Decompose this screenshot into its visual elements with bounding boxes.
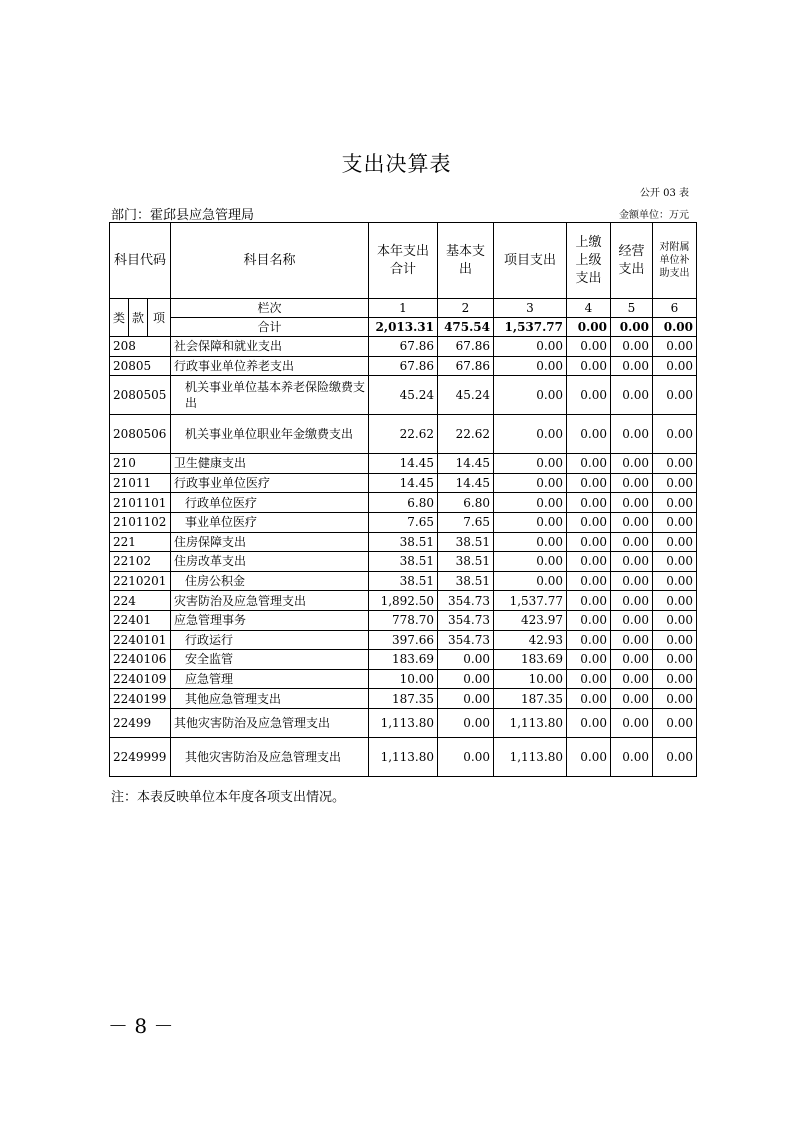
cell-total: 45.24: [369, 376, 438, 415]
cell-project: 0.00: [494, 532, 567, 552]
col-num-6: 6: [653, 299, 697, 318]
total-basic: 475.54: [438, 318, 494, 337]
subject-code: 22401: [110, 610, 171, 630]
cell-project: 183.69: [494, 650, 567, 670]
cell-basic: 14.45: [438, 473, 494, 493]
cell-project: 1,113.80: [494, 708, 567, 737]
cell-basic: 354.73: [438, 591, 494, 611]
header-xiang: 项: [148, 299, 171, 337]
table-row: [110, 591, 697, 611]
cell-basic: 67.86: [438, 337, 494, 357]
cell-basic: 6.80: [438, 493, 494, 513]
table-row: [110, 630, 697, 650]
cell-project: 42.93: [494, 630, 567, 650]
header-subsidy: 对附属单位补助支出: [653, 223, 697, 299]
cell-subsidy: 0.00: [653, 337, 697, 357]
cell-project: 1,113.80: [494, 737, 567, 776]
cell-subsidy: 0.00: [653, 415, 697, 454]
cell-basic: 354.73: [438, 610, 494, 630]
cell-business: 0.00: [611, 591, 653, 611]
cell-business: 0.00: [611, 473, 653, 493]
cell-business: 0.00: [611, 571, 653, 591]
cell-upper: 0.00: [567, 356, 611, 376]
cell-basic: 38.51: [438, 571, 494, 591]
cell-project: 0.00: [494, 473, 567, 493]
header-name: 科目名称: [171, 223, 369, 299]
subject-name: 卫生健康支出: [171, 454, 369, 474]
cell-upper: 0.00: [567, 650, 611, 670]
subject-code: 22499: [110, 708, 171, 737]
subject-code: 21011: [110, 473, 171, 493]
col-num-3: 3: [494, 299, 567, 318]
cell-upper: 0.00: [567, 708, 611, 737]
header-business: 经营支出: [611, 223, 653, 299]
subject-code: 224: [110, 591, 171, 611]
table-row: [110, 532, 697, 552]
cell-business: 0.00: [611, 669, 653, 689]
subject-name: 应急管理: [171, 669, 369, 689]
subject-name: 住房公积金: [171, 571, 369, 591]
table-row: [110, 512, 697, 532]
total-label: 合计: [171, 318, 369, 337]
table-row: [110, 571, 697, 591]
cell-basic: 354.73: [438, 630, 494, 650]
cell-total: 38.51: [369, 552, 438, 572]
cell-subsidy: 0.00: [653, 610, 697, 630]
cell-project: 0.00: [494, 356, 567, 376]
cell-total: 7.65: [369, 512, 438, 532]
header-basic: 基本支出: [438, 223, 494, 299]
cell-basic: 7.65: [438, 512, 494, 532]
subject-code: 22102: [110, 552, 171, 572]
cell-total: 22.62: [369, 415, 438, 454]
cell-business: 0.00: [611, 552, 653, 572]
cell-subsidy: 0.00: [653, 708, 697, 737]
table-row: [110, 650, 697, 670]
cell-subsidy: 0.00: [653, 571, 697, 591]
subject-name: 行政事业单位养老支出: [171, 356, 369, 376]
cell-basic: 45.24: [438, 376, 494, 415]
cell-project: 1,537.77: [494, 591, 567, 611]
total-row: [110, 318, 697, 337]
cell-business: 0.00: [611, 337, 653, 357]
header-lei: 类: [110, 299, 129, 337]
subject-name: 住房保障支出: [171, 532, 369, 552]
subject-code: 2240106: [110, 650, 171, 670]
header-lanci: 栏次: [171, 299, 369, 318]
cell-upper: 0.00: [567, 532, 611, 552]
subject-name: 行政运行: [171, 630, 369, 650]
table-row: [110, 337, 697, 357]
cell-upper: 0.00: [567, 337, 611, 357]
table-row: [110, 708, 697, 737]
subject-name: 行政事业单位医疗: [171, 473, 369, 493]
cell-business: 0.00: [611, 356, 653, 376]
cell-project: 423.97: [494, 610, 567, 630]
cell-total: 67.86: [369, 337, 438, 357]
cell-total: 14.45: [369, 454, 438, 474]
cell-upper: 0.00: [567, 737, 611, 776]
cell-business: 0.00: [611, 737, 653, 776]
subject-code: 2240109: [110, 669, 171, 689]
cell-project: 0.00: [494, 337, 567, 357]
subject-code: 20805: [110, 356, 171, 376]
cell-upper: 0.00: [567, 415, 611, 454]
cell-total: 14.45: [369, 473, 438, 493]
cell-business: 0.00: [611, 689, 653, 709]
cell-upper: 0.00: [567, 376, 611, 415]
cell-basic: 0.00: [438, 669, 494, 689]
subject-name: 行政单位医疗: [171, 493, 369, 513]
cell-subsidy: 0.00: [653, 473, 697, 493]
table-row: [110, 737, 697, 776]
cell-business: 0.00: [611, 454, 653, 474]
total-business: 0.00: [611, 318, 653, 337]
subject-code: 210: [110, 454, 171, 474]
cell-total: 1,113.80: [369, 737, 438, 776]
cell-project: 0.00: [494, 512, 567, 532]
cell-total: 38.51: [369, 571, 438, 591]
cell-subsidy: 0.00: [653, 689, 697, 709]
cell-project: 0.00: [494, 376, 567, 415]
table-row: [110, 689, 697, 709]
cell-basic: 0.00: [438, 689, 494, 709]
cell-upper: 0.00: [567, 552, 611, 572]
cell-business: 0.00: [611, 650, 653, 670]
cell-upper: 0.00: [567, 454, 611, 474]
cell-subsidy: 0.00: [653, 630, 697, 650]
cell-basic: 22.62: [438, 415, 494, 454]
cell-total: 397.66: [369, 630, 438, 650]
total-upper: 0.00: [567, 318, 611, 337]
department-label: 部门：霍邱县应急管理局: [111, 208, 255, 223]
table-row: [110, 454, 697, 474]
cell-upper: 0.00: [567, 473, 611, 493]
cell-upper: 0.00: [567, 669, 611, 689]
subject-name: 机关事业单位基本养老保险缴费支出: [171, 376, 369, 415]
subject-code: 221: [110, 532, 171, 552]
cell-subsidy: 0.00: [653, 737, 697, 776]
cell-project: 0.00: [494, 454, 567, 474]
cell-subsidy: 0.00: [653, 356, 697, 376]
cell-subsidy: 0.00: [653, 454, 697, 474]
subject-code: 2240101: [110, 630, 171, 650]
cell-business: 0.00: [611, 415, 653, 454]
subject-name: 应急管理事务: [171, 610, 369, 630]
cell-total: 67.86: [369, 356, 438, 376]
subject-code: 2101101: [110, 493, 171, 513]
subject-code: 208: [110, 337, 171, 357]
cell-basic: 0.00: [438, 650, 494, 670]
cell-subsidy: 0.00: [653, 512, 697, 532]
cell-business: 0.00: [611, 708, 653, 737]
subject-name: 安全监管: [171, 650, 369, 670]
table-row: [110, 376, 697, 415]
subject-code: 2249999: [110, 737, 171, 776]
cell-project: 0.00: [494, 571, 567, 591]
cell-business: 0.00: [611, 512, 653, 532]
subject-name: 其他应急管理支出: [171, 689, 369, 709]
cell-business: 0.00: [611, 630, 653, 650]
cell-subsidy: 0.00: [653, 552, 697, 572]
cell-upper: 0.00: [567, 630, 611, 650]
subject-name: 机关事业单位职业年金缴费支出: [171, 415, 369, 454]
col-num-1: 1: [369, 299, 438, 318]
cell-subsidy: 0.00: [653, 591, 697, 611]
table-row: [110, 552, 697, 572]
total-project: 1,537.77: [494, 318, 567, 337]
subject-code: 2210201: [110, 571, 171, 591]
cell-project: 0.00: [494, 415, 567, 454]
cell-basic: 14.45: [438, 454, 494, 474]
cell-total: 6.80: [369, 493, 438, 513]
col-num-2: 2: [438, 299, 494, 318]
cell-total: 183.69: [369, 650, 438, 670]
cell-subsidy: 0.00: [653, 532, 697, 552]
cell-total: 10.00: [369, 669, 438, 689]
header-kuan: 款: [129, 299, 148, 337]
cell-project: 10.00: [494, 669, 567, 689]
cell-total: 1,892.50: [369, 591, 438, 611]
expenditure-table: [109, 222, 697, 777]
cell-upper: 0.00: [567, 512, 611, 532]
header-upper: 上缴上级支出: [567, 223, 611, 299]
cell-subsidy: 0.00: [653, 669, 697, 689]
table-row: [110, 493, 697, 513]
table-row: [110, 669, 697, 689]
header-code: 科目代码: [110, 223, 171, 299]
subject-code: 2080505: [110, 376, 171, 415]
subject-code: 2240199: [110, 689, 171, 709]
cell-upper: 0.00: [567, 689, 611, 709]
cell-business: 0.00: [611, 610, 653, 630]
cell-subsidy: 0.00: [653, 376, 697, 415]
cell-basic: 0.00: [438, 737, 494, 776]
form-number: 公开 03 表: [639, 188, 689, 199]
cell-upper: 0.00: [567, 493, 611, 513]
cell-basic: 67.86: [438, 356, 494, 376]
table-row: [110, 473, 697, 493]
subject-name: 社会保障和就业支出: [171, 337, 369, 357]
cell-total: 778.70: [369, 610, 438, 630]
subject-name: 其他灾害防治及应急管理支出: [171, 737, 369, 776]
table-row: [110, 356, 697, 376]
table-note: 注：本表反映单位本年度各项支出情况。: [111, 790, 346, 805]
cell-subsidy: 0.00: [653, 650, 697, 670]
cell-basic: 0.00: [438, 708, 494, 737]
cell-upper: 0.00: [567, 571, 611, 591]
subject-code: 2080506: [110, 415, 171, 454]
cell-total: 1,113.80: [369, 708, 438, 737]
subject-name: 住房改革支出: [171, 552, 369, 572]
cell-subsidy: 0.00: [653, 493, 697, 513]
subject-name: 灾害防治及应急管理支出: [171, 591, 369, 611]
subject-name: 其他灾害防治及应急管理支出: [171, 708, 369, 737]
cell-project: 187.35: [494, 689, 567, 709]
col-num-4: 4: [567, 299, 611, 318]
cell-total: 38.51: [369, 532, 438, 552]
table-row: [110, 610, 697, 630]
total-subsidy: 0.00: [653, 318, 697, 337]
cell-project: 0.00: [494, 552, 567, 572]
cell-business: 0.00: [611, 493, 653, 513]
header-total: 本年支出合计: [369, 223, 438, 299]
cell-upper: 0.00: [567, 591, 611, 611]
cell-basic: 38.51: [438, 552, 494, 572]
header-project: 项目支出: [494, 223, 567, 299]
cell-business: 0.00: [611, 376, 653, 415]
cell-project: 0.00: [494, 493, 567, 513]
subject-name: 事业单位医疗: [171, 512, 369, 532]
page-number: － 8 －: [108, 1014, 174, 1038]
cell-business: 0.00: [611, 532, 653, 552]
cell-upper: 0.00: [567, 610, 611, 630]
col-num-5: 5: [611, 299, 653, 318]
table-row: [110, 415, 697, 454]
cell-total: 187.35: [369, 689, 438, 709]
subject-code: 2101102: [110, 512, 171, 532]
total-total: 2,013.31: [369, 318, 438, 337]
page-title: 支出决算表: [341, 152, 452, 176]
cell-basic: 38.51: [438, 532, 494, 552]
amount-unit-label: 金额单位：万元: [619, 210, 689, 221]
